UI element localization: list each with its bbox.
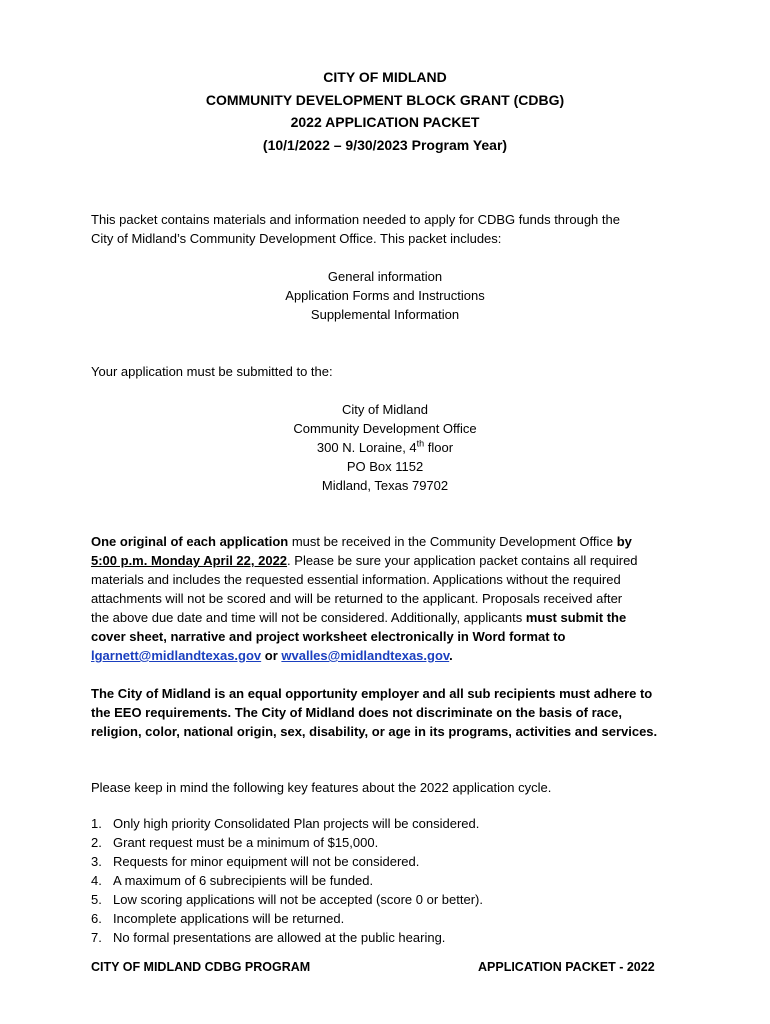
address-city: Midland, Texas 79702 bbox=[321, 478, 449, 493]
intro-line-2: City of Midland’s Community Development Office. This packet includes: bbox=[91, 231, 502, 246]
email-link-wvalles[interactable]: wvalles@midlandtexas.gov bbox=[281, 648, 450, 663]
list-item: 6. Incomplete applications will be returned. bbox=[91, 911, 345, 926]
title-line-4: (10/1/2022 – 9/30/2023 Program Year) bbox=[262, 136, 508, 153]
title-line-2: COMMUNITY DEVELOPMENT BLOCK GRANT (CDBG) bbox=[205, 91, 565, 108]
email-link-lgarnett[interactable]: lgarnett@midlandtexas.gov bbox=[91, 648, 262, 663]
includes-item: General information bbox=[327, 269, 443, 284]
list-item: 7. No formal presentations are allowed at the public hearing. bbox=[91, 930, 446, 945]
eeo-statement: The City of Midland is an equal opportunity employer and all sub recipients must adhere to the EEO requirements. The City of Midland does not discriminate on the basis of race, religion, color, national origin, sex, disability, or age in its programs, activities and services. bbox=[91, 686, 658, 739]
intro-line-1: This packet contains materials and information needed to apply for CDBG funds through the bbox=[91, 212, 620, 227]
list-item: 5. Low scoring applications will not be accepted (score 0 or better). bbox=[91, 892, 483, 907]
address-street: 300 N. Loraine, 4th floor bbox=[316, 438, 454, 455]
deadline-paragraph: One original of each application must be received in the Community Development Office by 5:00 p.m. Monday April 22, 2022. Please be sure your application packet contains all required materials and includes the requested essential information. Applications without the required attachments will not be scored and will be returned to the applicant. Proposals received after the above due date and time will not be considered. Additionally, applicants must submit the cover sheet, narrative and project worksheet electronically in Word format to lgarnett@midlandtexas.gov or wvalles@midlandtexas.gov. bbox=[91, 534, 638, 663]
title-line-1: CITY OF MIDLAND bbox=[323, 69, 447, 85]
includes-list bbox=[0, 267, 770, 324]
address-office: Community Development Office bbox=[293, 421, 477, 436]
list-item: 4. A maximum of 6 subrecipients will be funded. bbox=[91, 873, 374, 888]
list-item: 2. Grant request must be a minimum of $15,000. bbox=[91, 835, 379, 850]
submit-lead: Your application must be submitted to the: bbox=[91, 364, 333, 379]
footer-left: CITY OF MIDLAND CDBG PROGRAM bbox=[91, 960, 311, 974]
footer-right: APPLICATION PACKET - 2022 bbox=[478, 960, 655, 974]
features-intro: Please keep in mind the following key features about the 2022 application cycle. bbox=[91, 780, 552, 795]
address-pobox: PO Box 1152 bbox=[346, 459, 424, 474]
intro-paragraph bbox=[91, 210, 681, 248]
title-line-3: 2022 APPLICATION PACKET bbox=[290, 114, 480, 130]
includes-item: Supplemental Information bbox=[310, 307, 460, 322]
list-item: 1. Only high priority Consolidated Plan projects will be considered. bbox=[91, 816, 480, 831]
due-date: 5:00 p.m. Monday April 22, 2022 bbox=[91, 553, 288, 568]
address-org: City of Midland bbox=[342, 402, 428, 417]
document-title bbox=[0, 66, 770, 156]
list-item: 3. Requests for minor equipment will not be considered. bbox=[91, 854, 420, 869]
features-list bbox=[91, 814, 691, 947]
mailing-address bbox=[0, 400, 770, 495]
includes-item: Application Forms and Instructions bbox=[285, 288, 485, 303]
